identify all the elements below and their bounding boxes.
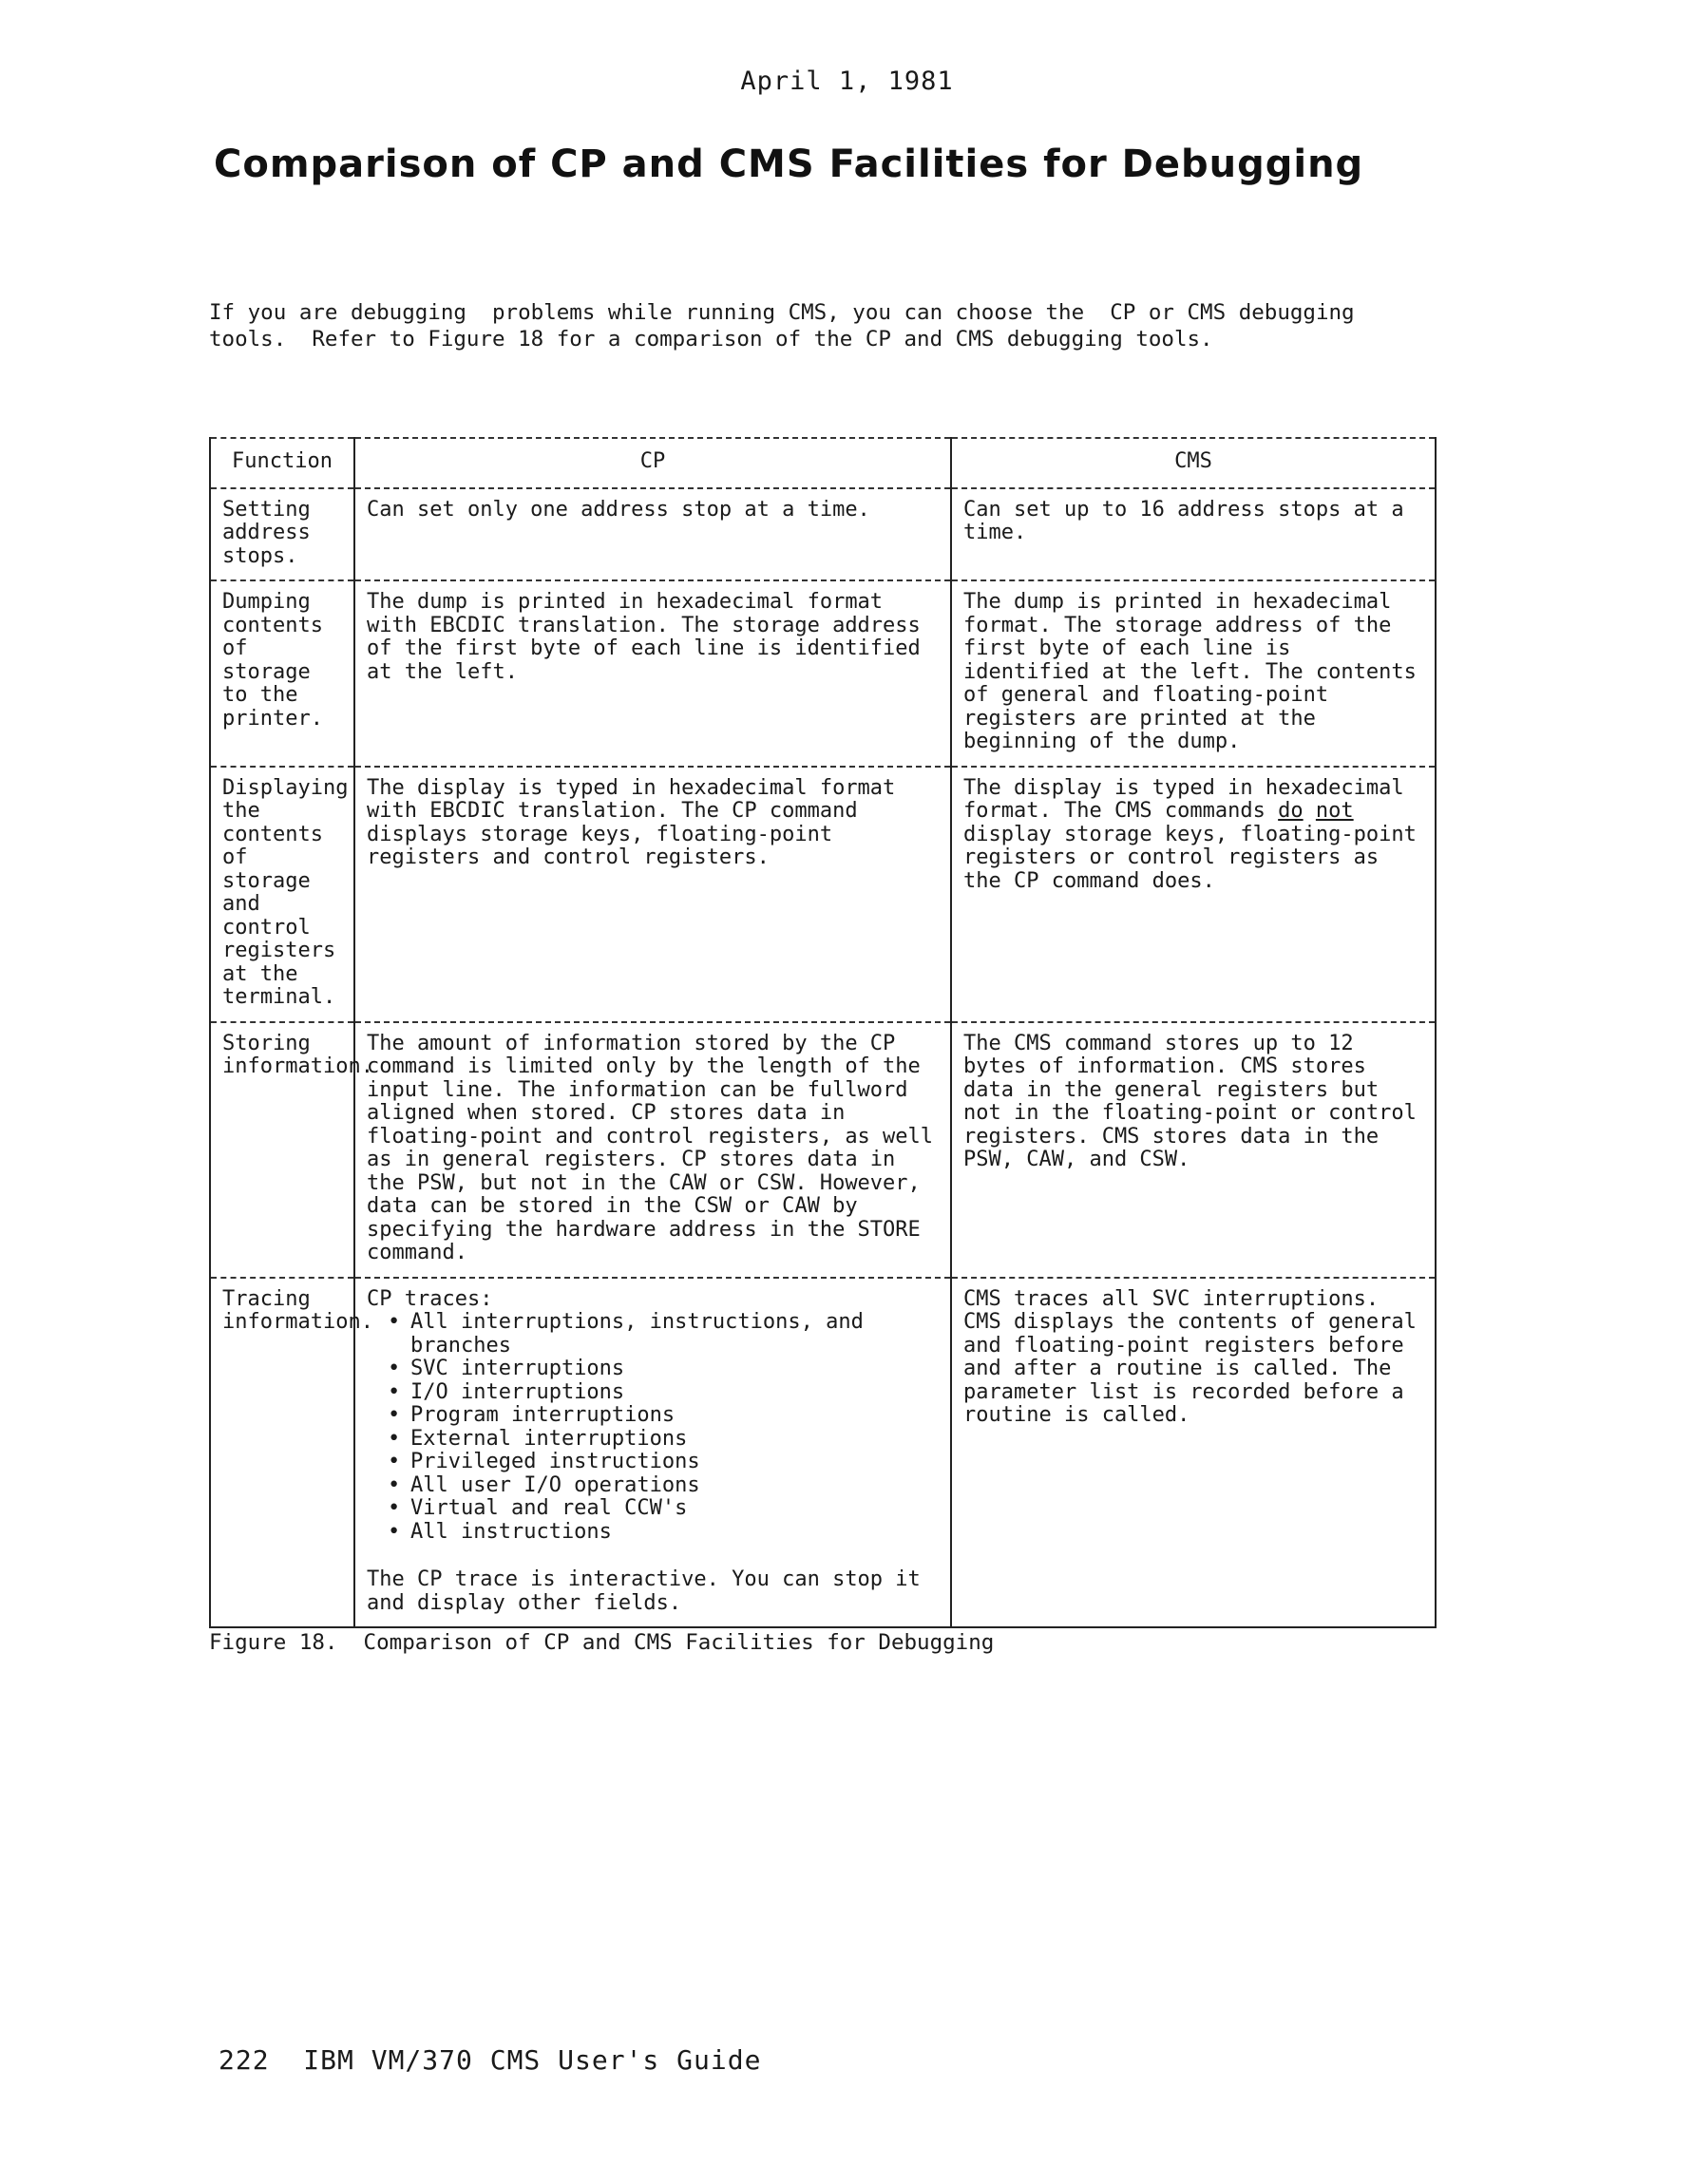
row-cms: The dump is printed in hexadecimal format. The storage address of the first byte of each line is identified at the left. The contents of general and floating-point registers are printed at the beginning of the dump. <box>951 580 1436 767</box>
list-item: • Virtual and real CCW's <box>410 1497 939 1521</box>
header-cms: CMS <box>951 438 1436 488</box>
row-function: Tracing information. <box>210 1278 354 1628</box>
row-function: Storing information. <box>210 1022 354 1278</box>
table-row <box>210 1022 1436 1278</box>
page-footer: 222 IBM VM/370 CMS User's Guide <box>219 2044 762 2076</box>
list-item: • Program interruptions <box>410 1404 939 1428</box>
row-cp: The dump is printed in hexadecimal format with EBCDIC translation. The storage address of the first byte of each line is identified at the left. <box>354 580 951 767</box>
table-header-row <box>210 438 1436 488</box>
cms-text-part: display storage keys, floating-point registers or control registers as the CP command does. <box>963 822 1417 893</box>
row-cms: The CMS command stores up to 12 bytes of information. CMS stores data in the general registers but not in the floating-point or control registers. CMS stores data in the PSW, CAW, and CSW. <box>951 1022 1436 1278</box>
comparison-table <box>209 437 1437 1628</box>
section-title: Comparison of CP and CMS Facilities for Debugging <box>214 142 1364 186</box>
page-date: April 1, 1981 <box>740 66 954 96</box>
table-row <box>210 580 1436 767</box>
list-item: • All user I/O operations <box>410 1474 939 1498</box>
row-cp: The display is typed in hexadecimal format with EBCDIC translation. The CP command displays storage keys, floating-point registers and control registers. <box>354 767 951 1022</box>
intro-line-1: If you are debugging problems while running CMS, you can choose the CP or CMS debugging <box>209 300 1355 325</box>
table-row <box>210 488 1436 581</box>
cms-text-part: The display is typed in hexadecimal format. The CMS commands <box>963 775 1404 823</box>
intro-line-2: tools. Refer to Figure 18 for a comparison of the CP and CMS debugging tools. <box>209 327 1213 351</box>
emphasis-not: not <box>1315 799 1354 823</box>
list-item: • All interruptions, instructions, and branches <box>410 1311 939 1358</box>
row-cp: Can set only one address stop at a time. <box>354 488 951 581</box>
table-row <box>210 1278 1436 1628</box>
list-item: • External interruptions <box>410 1428 939 1452</box>
row-cp <box>354 1278 951 1628</box>
cp-traces-intro: CP traces: <box>367 1286 493 1311</box>
row-cms: Can set up to 16 address stops at a time. <box>951 488 1436 581</box>
header-function: Function <box>210 438 354 488</box>
figure-caption: Figure 18. Comparison of CP and CMS Facilities for Debugging <box>209 1630 995 1655</box>
emphasis-do: do <box>1278 799 1304 823</box>
row-cms <box>951 767 1436 1022</box>
table-row <box>210 767 1436 1022</box>
row-function: Dumping contents of storage to the printer. <box>210 580 354 767</box>
row-cp: The amount of information stored by the CP command is limited only by the length of the input line. The information can be fullword aligned when stored. CP stores data in floating-point and control registers, as well as in general registers. CP stores data in the PSW, but not in the CAW or CSW. However, data can be stored in the CSW or CAW by specifying the hardware address in the STORE command. <box>354 1022 951 1278</box>
intro-paragraph <box>209 299 1435 352</box>
row-cms: CMS traces all SVC interruptions. CMS displays the contents of general and floating-point registers before and after a routine is called. The parameter list is recorded before a routine is called. <box>951 1278 1436 1628</box>
row-function: Setting address stops. <box>210 488 354 581</box>
cp-traces-list <box>367 1311 939 1544</box>
list-item: • Privileged instructions <box>410 1451 939 1474</box>
header-cp: CP <box>354 438 951 488</box>
list-item: • All instructions <box>410 1521 939 1545</box>
list-item: • SVC interruptions <box>410 1358 939 1381</box>
row-function: Displaying the contents of storage and control registers at the terminal. <box>210 767 354 1022</box>
list-item: • I/O interruptions <box>410 1381 939 1405</box>
cp-traces-outro: The CP trace is interactive. You can stop it and display other fields. <box>367 1567 921 1615</box>
